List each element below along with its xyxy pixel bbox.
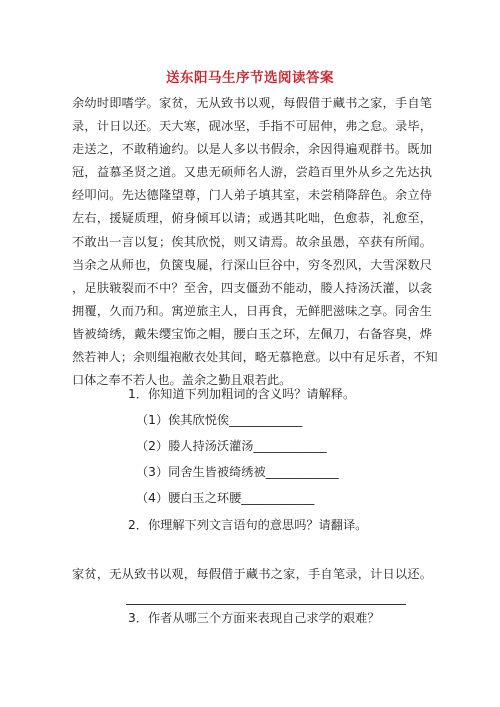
question-3: 3．作者从哪三个方面来表现自己求学的艰难？ [128, 611, 380, 625]
question-item-text: （2）媵人持汤沃灌汤 [136, 439, 254, 453]
passage-line: 余幼时即嗜学。家贫，无从致书以观，每假借于藏书之家，手自笔 [72, 96, 432, 110]
answer-line [126, 604, 406, 605]
passage-line: 然若神人；余则缊袍敝衣处其间，略无慕艳意。以中有足乐者，不知 [72, 350, 438, 365]
answer-blank: ____________ [241, 491, 315, 505]
question-1: 1．你知道下列加粗词的含义吗？请解释。 [128, 387, 356, 401]
answer-blank: ____________ [265, 465, 339, 479]
question-1-item-1 [136, 412, 302, 428]
passage-line: 走送之，不敢稍逾约。以是人多以书假余，余因得遍观群书。既加 [72, 142, 432, 157]
passage-line: 冠，益慕圣贤之道。又患无硕师名人游，尝趋百里外从乡之先达执 [72, 165, 432, 180]
passage-line: ，足肤皲裂而不中？至舍，四支僵劲不能动，媵人持汤沃灌，以衾 [72, 280, 432, 295]
question-item-text: （4）腰白玉之环腰 [136, 491, 242, 505]
question-item-text: （1）俟其欣悦俟 [136, 413, 230, 427]
passage-line: 录，计日以还。天大寒，砚冰坚，手指不可屈伸，弗之怠。录毕， [72, 119, 432, 134]
passage-line: 皆被绮绣，戴朱缨宝饰之帽，腰白玉之环，左佩刀，右备容臭，烨 [72, 326, 432, 341]
question-item-text: （3）同舍生皆被绮绣被 [136, 465, 266, 479]
passage-text [72, 92, 438, 392]
answer-blank: ____________ [253, 439, 327, 453]
document-title: 送东阳马生序节选阅读答案 [166, 70, 334, 86]
answer-blank: ____________ [229, 413, 303, 427]
translation-sentence: 家贫，无从致书以观，每假借于藏书之家，手自笔录，计日以还。 [72, 567, 432, 581]
passage-line: 不敢出一言以复；俟其欣悦，则又请焉。故余虽愚，卒获有所闻。 [72, 234, 432, 249]
passage-line: 当余之从师也，负箧曳屣，行深山巨谷中，穷冬烈风，大雪深数尺 [72, 257, 432, 272]
passage-line: 左右，援疑质理，俯身倾耳以请；或遇其叱咄，色愈恭，礼愈至， [72, 211, 432, 226]
question-2: 2．你理解下列文言语句的意思吗？请翻译。 [128, 518, 368, 532]
question-1-item-3 [136, 464, 339, 480]
question-1-item-4 [136, 490, 314, 506]
passage-line: 经叩问。先达德隆望尊，门人弟子填其室，未尝稍降辞色。余立侍 [72, 188, 432, 203]
passage-line: 口体之奉不若人也。盖余之勤且艰若此。 [72, 373, 292, 388]
passage-line: 拥覆，久而乃和。寓逆旅主人，日再食，无鲜肥滋味之享。同舍生 [72, 303, 432, 318]
question-1-item-2 [136, 438, 327, 454]
